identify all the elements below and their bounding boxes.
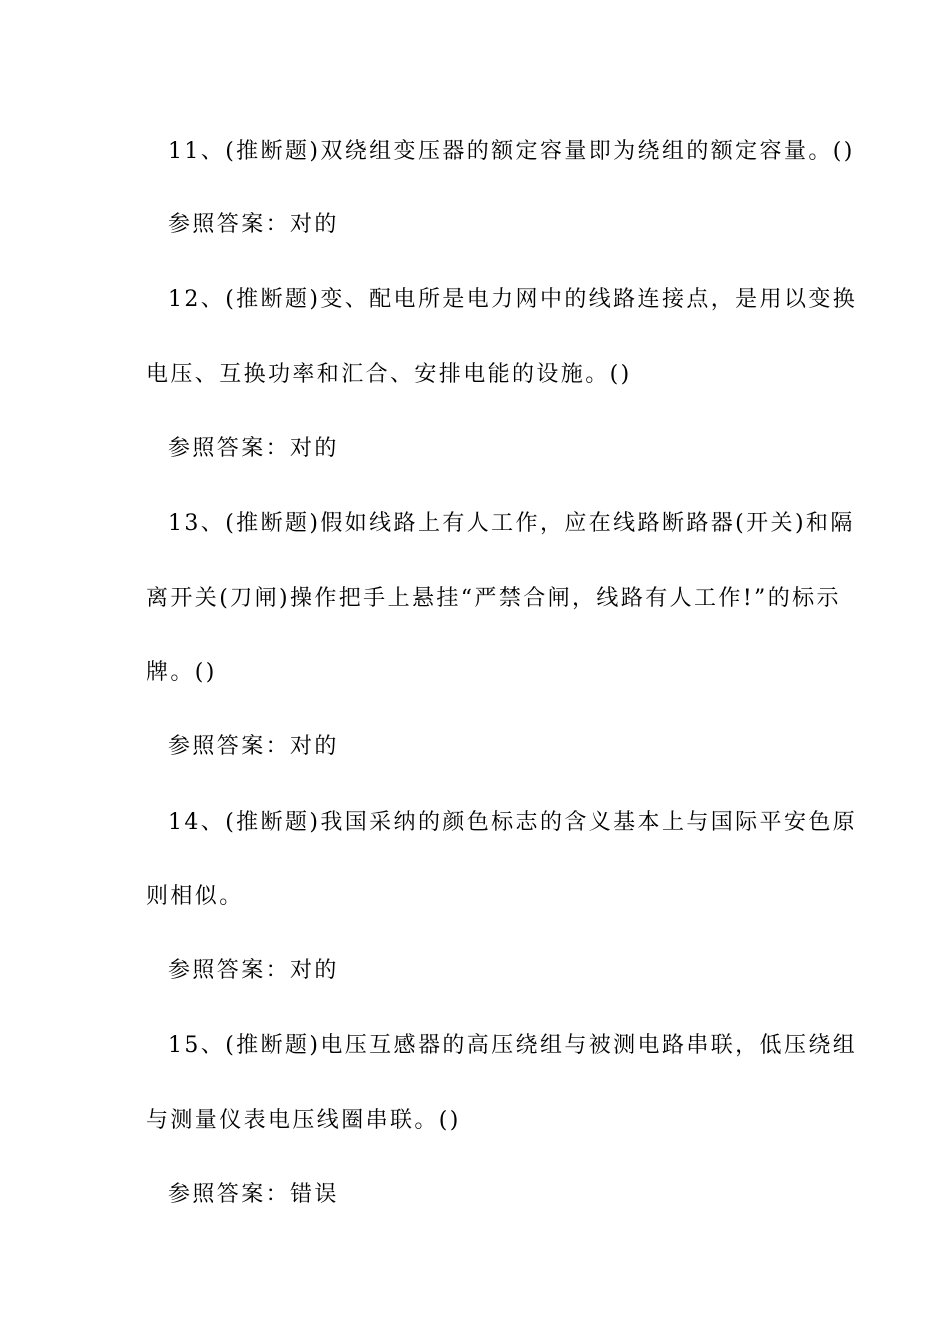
question-11-line-1: 11、(推断题)双绕组变压器的额定容量即为绕组的额定容量。() bbox=[168, 139, 855, 164]
answer-15: 参照答案：错误 bbox=[168, 1182, 339, 1207]
answer-12: 参照答案：对的 bbox=[168, 436, 339, 461]
question-14-line-2: 则相似。 bbox=[146, 884, 244, 909]
answer-11: 参照答案：对的 bbox=[168, 212, 339, 237]
question-15-line-1: 15、(推断题)电压互感器的高压绕组与被测电路串联，低压绕组 bbox=[168, 1033, 858, 1058]
question-13-line-1: 13、(推断题)假如线路上有人工作，应在线路断路器(开关)和隔 bbox=[168, 511, 855, 536]
question-12-line-1: 12、(推断题)变、配电所是电力网中的线路连接点，是用以变换 bbox=[168, 287, 858, 312]
question-12-line-2: 电压、互换功率和汇合、安排电能的设施。() bbox=[146, 362, 632, 387]
answer-14: 参照答案：对的 bbox=[168, 958, 339, 983]
answer-13: 参照答案：对的 bbox=[168, 734, 339, 759]
question-13-line-3: 牌。() bbox=[146, 660, 217, 685]
question-15-line-2: 与测量仪表电压线圈串联。() bbox=[146, 1108, 461, 1133]
question-14-line-1: 14、(推断题)我国采纳的颜色标志的含义基本上与国际平安色原 bbox=[168, 810, 858, 835]
question-13-line-2: 离开关(刀闸)操作把手上悬挂“严禁合闸，线路有人工作!”的标示 bbox=[146, 586, 841, 611]
